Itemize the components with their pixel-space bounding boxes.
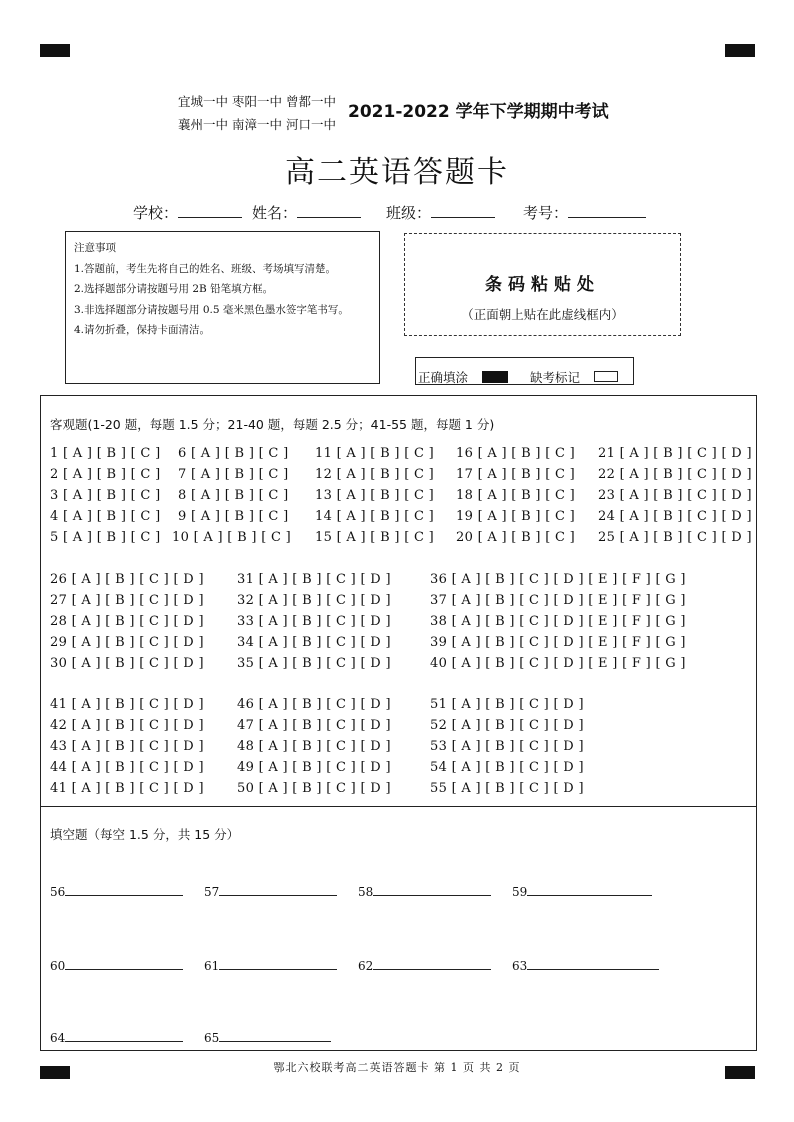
blank-number: 64 (50, 1031, 66, 1045)
exam-number-label: 考号： (523, 204, 569, 222)
name-line[interactable] (297, 203, 361, 218)
question-row[interactable]: 44 [ A ] [ B ] [ C ] [ D ] (50, 760, 204, 775)
registration-mark (40, 44, 70, 57)
question-row[interactable]: 4 [ A ] [ B ] [ C ] (50, 509, 161, 524)
notice-box (65, 231, 380, 384)
correct-fill-sample (482, 371, 508, 383)
question-row[interactable]: 26 [ A ] [ B ] [ C ] [ D ] (50, 572, 204, 587)
question-row[interactable]: 37 [ A ] [ B ] [ C ] [ D ] [ E ] [ F ] [ G ] (430, 593, 686, 608)
exam-title: 2021-2022 学年下学期期中考试 (348, 102, 609, 122)
exam-number-line[interactable] (568, 203, 646, 218)
notice-item: 1.答题前，考生先将自己的姓名、班级、考场填写清楚。 (74, 262, 337, 275)
blank-number: 56 (50, 885, 66, 899)
question-row[interactable]: 34 [ A ] [ B ] [ C ] [ D ] (237, 635, 391, 650)
blank-65[interactable] (204, 1029, 331, 1045)
question-row[interactable]: 52 [ A ] [ B ] [ C ] [ D ] (430, 718, 584, 733)
question-row[interactable]: 13 [ A ] [ B ] [ C ] (315, 488, 435, 503)
blank-number: 57 (204, 885, 220, 899)
class-field[interactable] (386, 202, 495, 223)
question-row[interactable]: 20 [ A ] [ B ] [ C ] (456, 530, 576, 545)
question-row[interactable]: 41 [ A ] [ B ] [ C ] [ D ] (50, 697, 204, 712)
blank-57[interactable] (204, 883, 337, 899)
question-row[interactable]: 28 [ A ] [ B ] [ C ] [ D ] (50, 614, 204, 629)
notice-item: 3.非选择题部分请按题号用 0.5 毫米黑色墨水签字笔书写。 (74, 303, 349, 316)
question-row[interactable]: 5 [ A ] [ B ] [ C ] (50, 530, 161, 545)
correct-fill-label: 正确填涂 (418, 370, 469, 385)
question-row[interactable]: 9 [ A ] [ B ] [ C ] (178, 509, 289, 524)
question-row[interactable]: 1 [ A ] [ B ] [ C ] (50, 446, 161, 461)
barcode-subtitle: （正面朝上贴在此虚线框内） (461, 307, 624, 322)
school-field[interactable] (133, 202, 242, 223)
blank-56[interactable] (50, 883, 183, 899)
class-label: 班级： (386, 204, 432, 222)
question-row[interactable]: 51 [ A ] [ B ] [ C ] [ D ] (430, 697, 584, 712)
question-row[interactable]: 36 [ A ] [ B ] [ C ] [ D ] [ E ] [ F ] [ G ] (430, 572, 686, 587)
answer-area (40, 395, 757, 1051)
question-row[interactable]: 16 [ A ] [ B ] [ C ] (456, 446, 576, 461)
blank-line[interactable] (373, 883, 491, 896)
question-row[interactable]: 43 [ A ] [ B ] [ C ] [ D ] (50, 739, 204, 754)
question-row[interactable]: 12 [ A ] [ B ] [ C ] (315, 467, 435, 482)
question-row[interactable]: 46 [ A ] [ B ] [ C ] [ D ] (237, 697, 391, 712)
question-row[interactable]: 35 [ A ] [ B ] [ C ] [ D ] (237, 656, 391, 671)
name-field[interactable] (252, 202, 361, 223)
barcode-area (404, 233, 681, 336)
name-label: 姓名： (252, 204, 298, 222)
question-row[interactable]: 55 [ A ] [ B ] [ C ] [ D ] (430, 781, 584, 796)
question-row[interactable]: 25 [ A ] [ B ] [ C ] [ D ] (598, 530, 752, 545)
question-row[interactable]: 30 [ A ] [ B ] [ C ] [ D ] (50, 656, 204, 671)
blank-line[interactable] (527, 957, 659, 970)
notice-title: 注意事项 (74, 242, 116, 254)
fill-blank-section-header: 填空题（每空 1.5 分，共 15 分） (50, 827, 240, 842)
question-row[interactable]: 50 [ A ] [ B ] [ C ] [ D ] (237, 781, 391, 796)
objective-section-header: 客观题(1-20 题，每题 1.5 分；21-40 题，每题 2.5 分；41-55 题，每题 1 分) (50, 417, 495, 432)
question-row[interactable]: 39 [ A ] [ B ] [ C ] [ D ] [ E ] [ F ] [ G ] (430, 635, 686, 650)
fill-legend (415, 357, 634, 385)
blank-line[interactable] (219, 883, 337, 896)
question-row[interactable]: 47 [ A ] [ B ] [ C ] [ D ] (237, 718, 391, 733)
question-row[interactable]: 48 [ A ] [ B ] [ C ] [ D ] (237, 739, 391, 754)
blank-59[interactable] (512, 883, 652, 899)
notice-item: 4.请勿折叠，保持卡面清洁。 (74, 324, 211, 336)
question-row[interactable]: 15 [ A ] [ B ] [ C ] (315, 530, 435, 545)
question-row[interactable]: 10 [ A ] [ B ] [ C ] (172, 530, 292, 545)
question-row[interactable]: 7 [ A ] [ B ] [ C ] (178, 467, 289, 482)
barcode-title: 条码粘贴处 (485, 275, 600, 295)
question-row[interactable]: 23 [ A ] [ B ] [ C ] [ D ] (598, 488, 752, 503)
blank-number: 63 (512, 959, 528, 973)
section-divider (41, 806, 756, 807)
registration-mark (725, 44, 755, 57)
blank-number: 58 (358, 885, 374, 899)
question-row[interactable]: 24 [ A ] [ B ] [ C ] [ D ] (598, 509, 752, 524)
blank-line[interactable] (373, 957, 491, 970)
blank-line[interactable] (219, 957, 337, 970)
page-footer: 鄂北六校联考高二英语答题卡 第 1 页 共 2 页 (273, 1061, 521, 1074)
question-row[interactable]: 19 [ A ] [ B ] [ C ] (456, 509, 576, 524)
question-row[interactable]: 18 [ A ] [ B ] [ C ] (456, 488, 576, 503)
blank-line[interactable] (219, 1029, 331, 1042)
question-row[interactable]: 41 [ A ] [ B ] [ C ] [ D ] (50, 781, 204, 796)
question-row[interactable]: 27 [ A ] [ B ] [ C ] [ D ] (50, 593, 204, 608)
blank-number: 60 (50, 959, 66, 973)
question-row[interactable]: 2 [ A ] [ B ] [ C ] (50, 467, 161, 482)
question-row[interactable]: 53 [ A ] [ B ] [ C ] [ D ] (430, 739, 584, 754)
school-line[interactable] (178, 203, 242, 218)
question-row[interactable]: 11 [ A ] [ B ] [ C ] (315, 446, 435, 461)
question-row[interactable]: 54 [ A ] [ B ] [ C ] [ D ] (430, 760, 584, 775)
question-row[interactable]: 21 [ A ] [ B ] [ C ] [ D ] (598, 446, 752, 461)
question-row[interactable]: 22 [ A ] [ B ] [ C ] [ D ] (598, 467, 752, 482)
absent-mark-label: 缺考标记 (530, 370, 581, 385)
question-row[interactable]: 14 [ A ] [ B ] [ C ] (315, 509, 435, 524)
question-row[interactable]: 31 [ A ] [ B ] [ C ] [ D ] (237, 572, 391, 587)
blank-62[interactable] (358, 957, 491, 973)
blank-61[interactable] (204, 957, 337, 973)
class-line[interactable] (431, 203, 495, 218)
blank-line[interactable] (527, 883, 652, 896)
blank-58[interactable] (358, 883, 491, 899)
question-row[interactable]: 33 [ A ] [ B ] [ C ] [ D ] (237, 614, 391, 629)
blank-60[interactable] (50, 957, 183, 973)
blank-number: 65 (204, 1031, 220, 1045)
question-row[interactable]: 6 [ A ] [ B ] [ C ] (178, 446, 289, 461)
blank-63[interactable] (512, 957, 659, 973)
blank-line[interactable] (65, 883, 183, 896)
notice-item: 2.选择题部分请按题号用 2B 铅笔填方框。 (74, 283, 274, 295)
question-row[interactable]: 32 [ A ] [ B ] [ C ] [ D ] (237, 593, 391, 608)
question-row[interactable]: 17 [ A ] [ B ] [ C ] (456, 467, 576, 482)
blank-number: 59 (512, 885, 528, 899)
school-list-line: 宜城一中 枣阳一中 曾都一中 (178, 94, 336, 109)
question-row[interactable]: 40 [ A ] [ B ] [ C ] [ D ] [ E ] [ F ] [ G ] (430, 656, 686, 671)
school-list (178, 90, 336, 136)
absent-mark-checkbox[interactable] (594, 371, 618, 382)
question-row[interactable]: 49 [ A ] [ B ] [ C ] [ D ] (237, 760, 391, 775)
blank-64[interactable] (50, 1029, 183, 1045)
school-label: 学校： (133, 204, 179, 222)
school-list-line: 襄州一中 南漳一中 河口一中 (178, 117, 336, 132)
blank-number: 61 (204, 959, 220, 973)
blank-line[interactable] (65, 1029, 183, 1042)
question-row[interactable]: 38 [ A ] [ B ] [ C ] [ D ] [ E ] [ F ] [ G ] (430, 614, 686, 629)
blank-number: 62 (358, 959, 374, 973)
blank-line[interactable] (65, 957, 183, 970)
question-row[interactable]: 29 [ A ] [ B ] [ C ] [ D ] (50, 635, 204, 650)
question-row[interactable]: 8 [ A ] [ B ] [ C ] (178, 488, 289, 503)
page-title: 高二英语答题卡 (285, 155, 509, 190)
question-row[interactable]: 42 [ A ] [ B ] [ C ] [ D ] (50, 718, 204, 733)
question-row[interactable]: 3 [ A ] [ B ] [ C ] (50, 488, 161, 503)
exam-number-field[interactable] (523, 202, 646, 223)
